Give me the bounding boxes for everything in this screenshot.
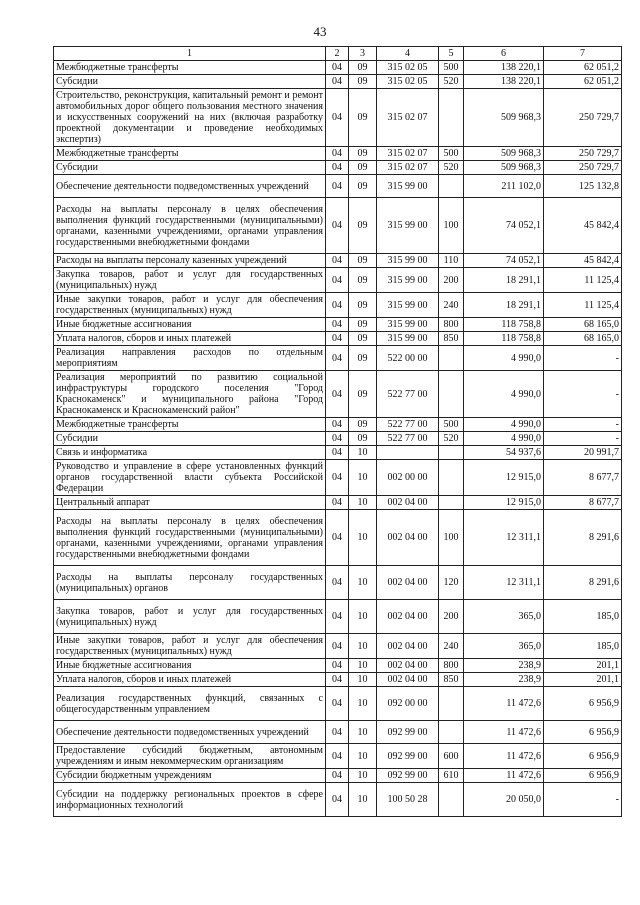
row-name: Расходы на выплаты персоналу в целях обеспечения выполнения функций государственными (муниципальными) органами, казенными учреждениями, органами управления государственными внебюджетными фондами (54, 510, 326, 566)
table-row (54, 161, 622, 175)
row-rz: 04 (326, 175, 349, 198)
row-pr: 09 (349, 318, 377, 332)
row-sum1: 12 915,0 (464, 496, 544, 510)
row-rz: 04 (326, 161, 349, 175)
row-rz: 04 (326, 600, 349, 634)
row-sum2: 45 842,4 (544, 198, 622, 254)
table-row (54, 460, 622, 496)
row-sum2: 68 165,0 (544, 318, 622, 332)
row-sum2: 68 165,0 (544, 332, 622, 346)
row-vr: 120 (439, 566, 464, 600)
row-sum1: 365,0 (464, 634, 544, 659)
row-name: Субсидии бюджетным учреждениям (54, 769, 326, 783)
row-sum2: 201,1 (544, 659, 622, 673)
row-name: Расходы на выплаты персоналу казенных учреждений (54, 254, 326, 268)
row-pr: 10 (349, 769, 377, 783)
row-vr: 520 (439, 432, 464, 446)
row-sum1: 4 990,0 (464, 371, 544, 418)
row-sum1: 509 968,3 (464, 147, 544, 161)
row-csr: 002 04 00 (377, 634, 439, 659)
row-name: Межбюджетные трансферты (54, 418, 326, 432)
row-sum2: - (544, 783, 622, 817)
row-pr: 09 (349, 432, 377, 446)
table-row (54, 418, 622, 432)
row-csr: 522 00 00 (377, 346, 439, 371)
row-vr (439, 175, 464, 198)
table-row (54, 566, 622, 600)
table-row (54, 332, 622, 346)
row-sum1: 365,0 (464, 600, 544, 634)
row-csr: 315 99 00 (377, 318, 439, 332)
row-sum1: 509 968,3 (464, 89, 544, 147)
header-cell: 1 (54, 47, 326, 61)
row-rz: 04 (326, 268, 349, 293)
row-pr: 09 (349, 254, 377, 268)
row-sum1: 12 311,1 (464, 566, 544, 600)
row-csr: 315 02 05 (377, 75, 439, 89)
row-csr (377, 446, 439, 460)
row-csr: 315 99 00 (377, 175, 439, 198)
row-vr: 610 (439, 769, 464, 783)
row-name: Реализация мероприятий по развитию социальной инфраструктуры городского поселения "Город Краснокаменск" и муниципального района "Город Краснокаменск и Краснокаменский район" (54, 371, 326, 418)
row-sum1: 4 990,0 (464, 432, 544, 446)
row-rz: 04 (326, 659, 349, 673)
row-rz: 04 (326, 254, 349, 268)
row-pr: 10 (349, 744, 377, 769)
row-rz: 04 (326, 460, 349, 496)
row-sum1: 118 758,8 (464, 318, 544, 332)
row-sum1: 18 291,1 (464, 268, 544, 293)
table-row (54, 254, 622, 268)
row-name: Строительство, реконструкция, капитальный ремонт и ремонт автомобильных дорог общего пользования местного значения и искусственных сооружений на них (включая разработку проектной документации и проведение необходимых экспертиз) (54, 89, 326, 147)
row-vr (439, 446, 464, 460)
row-sum2: 62 051,2 (544, 75, 622, 89)
row-sum2: 8 677,7 (544, 496, 622, 510)
row-rz: 04 (326, 432, 349, 446)
row-sum2: 8 291,6 (544, 566, 622, 600)
row-csr: 522 77 00 (377, 371, 439, 418)
row-pr: 10 (349, 783, 377, 817)
row-sum1: 118 758,8 (464, 332, 544, 346)
table-row (54, 89, 622, 147)
row-sum1: 12 915,0 (464, 460, 544, 496)
row-csr: 002 04 00 (377, 566, 439, 600)
header-cell: 4 (377, 47, 439, 61)
row-rz: 04 (326, 293, 349, 318)
row-vr: 520 (439, 75, 464, 89)
header-cell: 7 (544, 47, 622, 61)
row-name: Закупка товаров, работ и услуг для государственных (муниципальных) нужд (54, 268, 326, 293)
row-sum1: 11 472,6 (464, 769, 544, 783)
row-sum2: - (544, 346, 622, 371)
row-pr: 09 (349, 418, 377, 432)
row-rz: 04 (326, 147, 349, 161)
header-row (54, 47, 622, 61)
row-sum1: 238,9 (464, 673, 544, 687)
row-pr: 09 (349, 61, 377, 75)
row-name: Межбюджетные трансферты (54, 61, 326, 75)
budget-table (53, 46, 622, 817)
header-cell: 3 (349, 47, 377, 61)
row-vr: 200 (439, 600, 464, 634)
row-sum2: - (544, 418, 622, 432)
row-pr: 10 (349, 634, 377, 659)
row-csr: 002 04 00 (377, 673, 439, 687)
row-csr: 315 99 00 (377, 268, 439, 293)
row-vr: 200 (439, 268, 464, 293)
row-sum2: 125 132,8 (544, 175, 622, 198)
table-row (54, 198, 622, 254)
row-pr: 10 (349, 687, 377, 721)
row-name: Реализация направления расходов по отдельным мероприятиям (54, 346, 326, 371)
row-rz: 04 (326, 673, 349, 687)
row-rz: 04 (326, 61, 349, 75)
row-vr: 850 (439, 673, 464, 687)
row-pr: 09 (349, 147, 377, 161)
row-sum1: 11 472,6 (464, 721, 544, 744)
row-csr: 002 04 00 (377, 496, 439, 510)
row-rz: 04 (326, 769, 349, 783)
row-pr: 09 (349, 332, 377, 346)
row-name: Иные закупки товаров, работ и услуг для обеспечения государственных (муниципальных) нужд (54, 634, 326, 659)
row-name: Субсидии (54, 75, 326, 89)
row-csr: 315 99 00 (377, 332, 439, 346)
row-pr: 10 (349, 600, 377, 634)
row-rz: 04 (326, 744, 349, 769)
table-row (54, 147, 622, 161)
row-vr: 500 (439, 61, 464, 75)
table-row (54, 769, 622, 783)
row-name: Расходы на выплаты персоналу в целях обеспечения выполнения функций государственными (муниципальными) органами, казенными учреждениями, органами управления государственными внебюджетными фондами (54, 198, 326, 254)
table-row (54, 175, 622, 198)
row-vr (439, 460, 464, 496)
row-sum1: 509 968,3 (464, 161, 544, 175)
row-sum2: 6 956,9 (544, 687, 622, 721)
row-vr (439, 783, 464, 817)
row-vr: 110 (439, 254, 464, 268)
row-rz: 04 (326, 634, 349, 659)
row-pr: 10 (349, 510, 377, 566)
row-vr (439, 89, 464, 147)
row-csr: 315 02 07 (377, 89, 439, 147)
row-name: Иные бюджетные ассигнования (54, 318, 326, 332)
table-row (54, 75, 622, 89)
row-vr: 240 (439, 293, 464, 318)
row-sum2: 185,0 (544, 634, 622, 659)
row-rz: 04 (326, 721, 349, 744)
row-sum1: 54 937,6 (464, 446, 544, 460)
row-sum2: 250 729,7 (544, 89, 622, 147)
row-name: Обеспечение деятельности подведомственных учреждений (54, 721, 326, 744)
row-rz: 04 (326, 346, 349, 371)
row-sum2: 185,0 (544, 600, 622, 634)
row-csr: 092 99 00 (377, 769, 439, 783)
table-row (54, 634, 622, 659)
row-vr: 100 (439, 198, 464, 254)
row-sum1: 4 990,0 (464, 346, 544, 371)
row-pr: 09 (349, 175, 377, 198)
row-sum1: 18 291,1 (464, 293, 544, 318)
row-sum2: 250 729,7 (544, 161, 622, 175)
row-pr: 09 (349, 161, 377, 175)
row-sum2: 11 125,4 (544, 293, 622, 318)
page-number: 43 (313, 24, 327, 39)
row-name: Расходы на выплаты персоналу государственных (муниципальных) органов (54, 566, 326, 600)
row-pr: 10 (349, 721, 377, 744)
row-name: Предоставление субсидий бюджетным, автономным учреждениям и иным некоммерческим организациям (54, 744, 326, 769)
row-name: Иные закупки товаров, работ и услуг для обеспечения государственных (муниципальных) нужд (54, 293, 326, 318)
row-pr: 10 (349, 673, 377, 687)
header-cell: 6 (464, 47, 544, 61)
table-row (54, 687, 622, 721)
row-csr: 002 04 00 (377, 600, 439, 634)
row-sum2: 11 125,4 (544, 268, 622, 293)
row-name: Обеспечение деятельности подведомственных учреждений (54, 175, 326, 198)
row-rz: 04 (326, 332, 349, 346)
row-csr: 315 99 00 (377, 293, 439, 318)
table-row (54, 659, 622, 673)
row-csr: 315 02 07 (377, 147, 439, 161)
row-name: Реализация государственных функций, связанных с общегосударственным управлением (54, 687, 326, 721)
row-csr: 002 04 00 (377, 659, 439, 673)
row-rz: 04 (326, 89, 349, 147)
row-vr: 100 (439, 510, 464, 566)
row-sum1: 20 050,0 (464, 783, 544, 817)
row-sum2: 8 677,7 (544, 460, 622, 496)
row-sum1: 138 220,1 (464, 61, 544, 75)
row-sum2: - (544, 432, 622, 446)
row-sum2: 250 729,7 (544, 147, 622, 161)
row-sum1: 11 472,6 (464, 744, 544, 769)
row-csr: 092 99 00 (377, 744, 439, 769)
row-vr: 600 (439, 744, 464, 769)
row-sum2: 20 991,7 (544, 446, 622, 460)
row-name: Иные бюджетные ассигнования (54, 659, 326, 673)
row-pr: 10 (349, 446, 377, 460)
row-sum1: 12 311,1 (464, 510, 544, 566)
row-sum1: 238,9 (464, 659, 544, 673)
row-sum2: 6 956,9 (544, 744, 622, 769)
table-row (54, 673, 622, 687)
row-csr: 315 02 07 (377, 161, 439, 175)
row-rz: 04 (326, 687, 349, 721)
table-row (54, 61, 622, 75)
row-csr: 100 50 28 (377, 783, 439, 817)
row-sum2: - (544, 371, 622, 418)
row-csr: 002 04 00 (377, 510, 439, 566)
row-name: Субсидии (54, 432, 326, 446)
row-pr: 09 (349, 268, 377, 293)
row-name: Связь и информатика (54, 446, 326, 460)
table-row (54, 744, 622, 769)
row-rz: 04 (326, 510, 349, 566)
row-sum1: 211 102,0 (464, 175, 544, 198)
row-rz: 04 (326, 446, 349, 460)
row-pr: 10 (349, 460, 377, 496)
row-name: Уплата налогов, сборов и иных платежей (54, 332, 326, 346)
row-vr: 800 (439, 659, 464, 673)
row-csr: 315 99 00 (377, 198, 439, 254)
row-pr: 09 (349, 346, 377, 371)
row-name: Руководство и управление в сфере установленных функций органов государственной власти субъекта Российской Федерации (54, 460, 326, 496)
row-rz: 04 (326, 371, 349, 418)
row-sum1: 4 990,0 (464, 418, 544, 432)
table-row (54, 446, 622, 460)
table-row (54, 432, 622, 446)
row-rz: 04 (326, 566, 349, 600)
row-vr (439, 721, 464, 744)
row-rz: 04 (326, 783, 349, 817)
table-row (54, 346, 622, 371)
row-sum1: 74 052,1 (464, 198, 544, 254)
row-sum2: 8 291,6 (544, 510, 622, 566)
row-sum2: 201,1 (544, 673, 622, 687)
row-pr: 10 (349, 659, 377, 673)
row-rz: 04 (326, 75, 349, 89)
row-name: Субсидии (54, 161, 326, 175)
row-sum2: 62 051,2 (544, 61, 622, 75)
row-vr (439, 346, 464, 371)
row-csr: 092 00 00 (377, 687, 439, 721)
table-row (54, 293, 622, 318)
table-row (54, 496, 622, 510)
row-csr: 002 00 00 (377, 460, 439, 496)
row-csr: 315 99 00 (377, 254, 439, 268)
row-vr: 500 (439, 147, 464, 161)
table-row (54, 600, 622, 634)
row-vr: 240 (439, 634, 464, 659)
row-vr (439, 371, 464, 418)
row-name: Центральный аппарат (54, 496, 326, 510)
table-row (54, 371, 622, 418)
row-vr: 800 (439, 318, 464, 332)
row-csr: 092 99 00 (377, 721, 439, 744)
row-sum1: 11 472,6 (464, 687, 544, 721)
header-cell: 2 (326, 47, 349, 61)
row-vr: 850 (439, 332, 464, 346)
row-sum2: 45 842,4 (544, 254, 622, 268)
row-pr: 09 (349, 293, 377, 318)
table-row (54, 721, 622, 744)
table-row (54, 268, 622, 293)
row-pr: 10 (349, 566, 377, 600)
row-vr (439, 687, 464, 721)
row-sum2: 6 956,9 (544, 721, 622, 744)
row-name: Уплата налогов, сборов и иных платежей (54, 673, 326, 687)
row-vr: 520 (439, 161, 464, 175)
row-csr: 522 77 00 (377, 418, 439, 432)
row-csr: 522 77 00 (377, 432, 439, 446)
table-row (54, 510, 622, 566)
row-rz: 04 (326, 318, 349, 332)
row-name: Закупка товаров, работ и услуг для государственных (муниципальных) нужд (54, 600, 326, 634)
row-sum1: 138 220,1 (464, 75, 544, 89)
row-vr (439, 496, 464, 510)
row-rz: 04 (326, 198, 349, 254)
header-cell: 5 (439, 47, 464, 61)
row-csr: 315 02 05 (377, 61, 439, 75)
row-name: Межбюджетные трансферты (54, 147, 326, 161)
row-sum2: 6 956,9 (544, 769, 622, 783)
row-pr: 09 (349, 198, 377, 254)
row-rz: 04 (326, 496, 349, 510)
row-pr: 09 (349, 89, 377, 147)
table-row (54, 783, 622, 817)
row-pr: 09 (349, 75, 377, 89)
row-vr: 500 (439, 418, 464, 432)
row-rz: 04 (326, 418, 349, 432)
row-pr: 09 (349, 371, 377, 418)
row-pr: 10 (349, 496, 377, 510)
table-row (54, 318, 622, 332)
row-name: Субсидии на поддержку региональных проектов в сфере информационных технологий (54, 783, 326, 817)
row-sum1: 74 052,1 (464, 254, 544, 268)
